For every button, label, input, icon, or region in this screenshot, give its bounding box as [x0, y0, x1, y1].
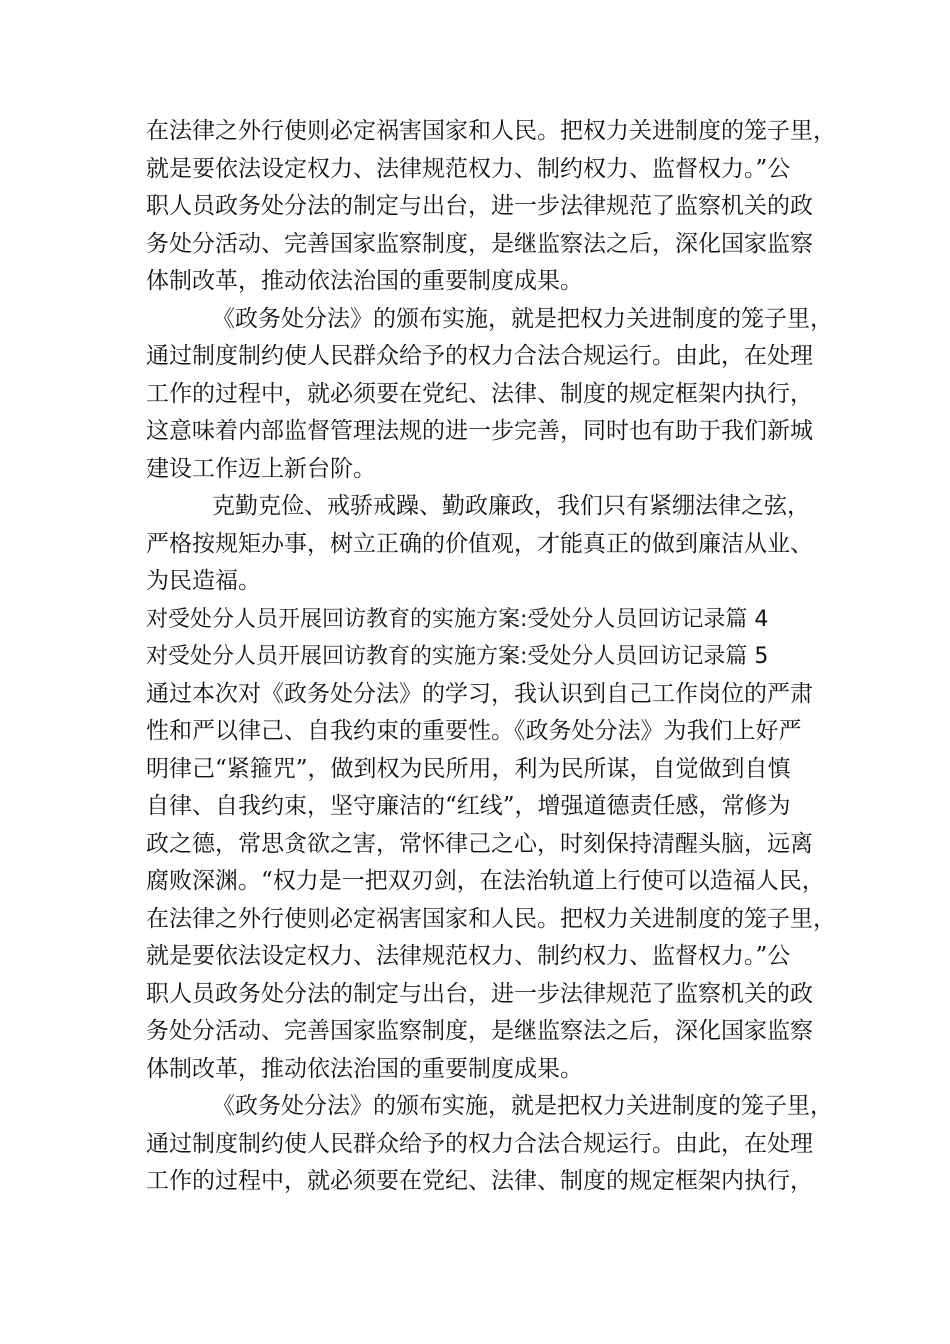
text-line: 性和严以律己、自我约束的重要性。《政务处分法》为我们上好严: [146, 718, 802, 744]
text-line: 在法律之外行使则必定祸害国家和人民。把权力关进制度的笼子里，: [146, 118, 836, 144]
text-line: 工作的过程中，就必须要在党纪、法律、制度的规定框架内执行，: [146, 1168, 813, 1194]
text-line: 就是要依法设定权力、法律规范权力、制约权力、监督权力。”公: [146, 943, 791, 969]
text-line: 务处分活动、完善国家监察制度，是继监察法之后，深化国家监察: [146, 230, 813, 257]
text-line: 工作的过程中，就必须要在党纪、法律、制度的规定框架内执行，: [146, 380, 813, 407]
text-line: 职人员政务处分法的制定与出台，进一步法律规范了监察机关的政: [146, 980, 813, 1007]
text-line: 政之德，常思贪欲之害，常怀律己之心，时刻保持清醒头脑，远离: [146, 830, 813, 857]
text-line: 这意味着内部监督管理法规的进一步完善，同时也有助于我们新城: [146, 418, 813, 444]
text-line: 自律、自我约束，坚守廉洁的“红线”，增强道德责任感，常修为: [146, 793, 791, 819]
text-line: 体制改革，推动依法治国的重要制度成果。: [146, 268, 583, 294]
text-line: 务处分活动、完善国家监察制度，是继监察法之后，深化国家监察: [146, 1018, 813, 1044]
text-line: 腐败深渊。“权力是一把双刃剑，在法治轨道上行使可以造福人民，: [146, 868, 825, 894]
section-heading: 对受处分人员开展回访教育的实施方案:受处分人员回访记录篇 4: [146, 606, 769, 632]
text-line: 就是要依法设定权力、法律规范权力、制约权力、监督权力。”公: [146, 155, 791, 182]
text-line: 通过本次对《政务处分法》的学习，我认识到自己工作岗位的严肃: [146, 680, 813, 707]
section-heading: 对受处分人员开展回访教育的实施方案:受处分人员回访记录篇 5: [146, 644, 769, 669]
document-body: [146, 113, 836, 1201]
paragraph-first-line: 克勤克俭、戒骄戒躁、勤政廉政，我们只有紧绷法律之弦，: [212, 493, 810, 519]
paragraph-first-line: 《政务处分法》的颁布实施，就是把权力关进制度的笼子里，: [212, 1093, 833, 1119]
text-line: 通过制度制约使人民群众给予的权力合法合规运行。由此，在处理: [146, 343, 813, 369]
text-line: 体制改革，推动依法治国的重要制度成果。: [146, 1055, 583, 1082]
text-line: 职人员政务处分法的制定与出台，进一步法律规范了监察机关的政: [146, 193, 813, 219]
text-line: 明律己“紧箍咒”，做到权为民所用，利为民所谋，自觉做到自慎: [146, 755, 791, 782]
text-line: 在法律之外行使则必定祸害国家和人民。把权力关进制度的笼子里，: [146, 905, 836, 932]
text-line: 通过制度制约使人民群众给予的权力合法合规运行。由此，在处理: [146, 1130, 813, 1157]
paragraph-first-line: 《政务处分法》的颁布实施，就是把权力关进制度的笼子里，: [212, 305, 833, 332]
text-line: 建设工作迈上新台阶。: [146, 455, 376, 482]
text-line: 严格按规矩办事，树立正确的价值观，才能真正的做到廉洁从业、: [146, 530, 813, 557]
text-line: 为民造福。: [146, 568, 261, 594]
